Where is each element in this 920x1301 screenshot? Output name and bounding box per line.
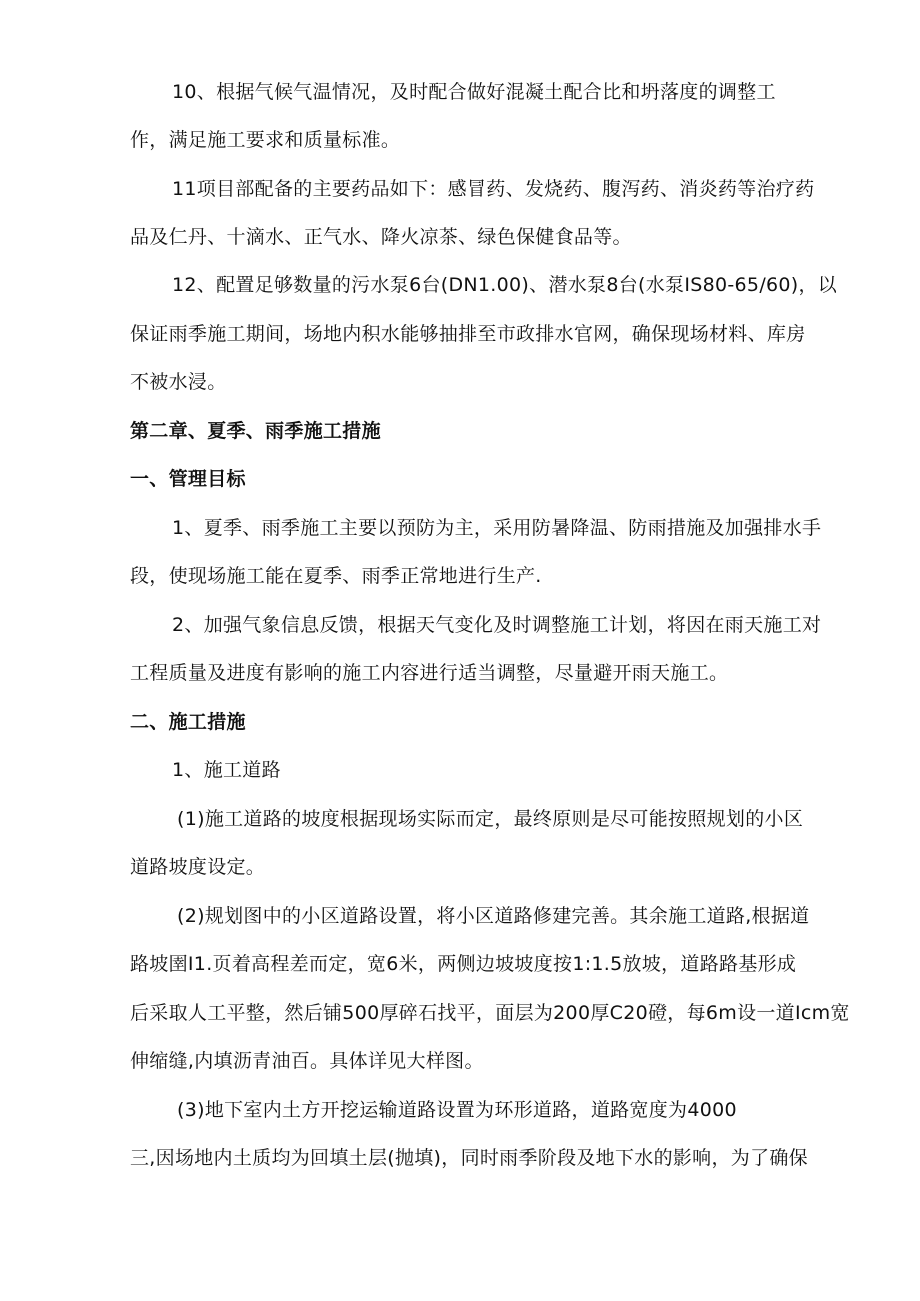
subsection-construction-roads: 1、施工道路 bbox=[172, 759, 281, 781]
goal-2-line-2: 工程质量及进度有影响的施工内容进行适当调整，尽量避开雨天施工。 bbox=[130, 662, 729, 684]
paragraph-12-line-1: 12、配置足够数量的污水泵6台(DN1.00)、潜水泵8台(水泵IS80-65/60)，以 bbox=[172, 274, 838, 296]
goal-1-line-1: 1、夏季、雨季施工主要以预防为主，采用防暑降温、防雨措施及加强排水手 bbox=[172, 517, 822, 539]
paragraph-12-line-2: 保证雨季施工期间，场地内积水能够抽排至市政排水官网，确保现场材料、库房 bbox=[130, 323, 806, 345]
item-2-line-3: 后采取人工平整，然后铺500厚碎石找平，面层为200厚C20磴，每6m设一道Icm宽 bbox=[130, 1002, 850, 1024]
paragraph-11-line-1: 11项目部配备的主要药品如下：感冒药、发烧药、腹泻药、消炎药等治疗药 bbox=[172, 178, 815, 200]
item-2-line-2: 路坡圉I1.页着高程差而定，宽6米，两侧边坡坡度按1:1.5放坡，道路路基形成 bbox=[130, 953, 797, 975]
item-3-line-2: 三,因场地内土质均为回填土层(抛填)，同时雨季阶段及地下水的影响，为了确保 bbox=[130, 1147, 808, 1169]
paragraph-12-line-3: 不被水浸。 bbox=[130, 371, 227, 393]
item-1-line-2: 道路坡度设定。 bbox=[130, 856, 266, 878]
item-2-line-4: 伸缩缝,内填沥青油百。具体详见大样图。 bbox=[130, 1050, 484, 1072]
item-1-line-1: (1)施工道路的坡度根据现场实际而定，最终原则是尽可能按照规划的小区 bbox=[177, 808, 804, 830]
section-heading-management-goals: 一、管理目标 bbox=[130, 468, 246, 490]
goal-2-line-1: 2、加强气象信息反馈，根据天气变化及时调整施工计划，将因在雨天施工对 bbox=[172, 614, 822, 636]
item-2-line-1: (2)规划图中的小区道路设置，将小区道路修建完善。其余施工道路,根据道 bbox=[177, 905, 810, 927]
chapter-heading: 第二章、夏季、雨季施工措施 bbox=[130, 420, 381, 442]
section-heading-construction-measures: 二、施工措施 bbox=[130, 711, 246, 733]
paragraph-11-line-2: 品及仁丹、十滴水、正气水、降火凉茶、绿色保健食品等。 bbox=[130, 226, 632, 248]
paragraph-10-line-2: 作，满足施工要求和质量标准。 bbox=[130, 129, 401, 151]
item-3-line-1: (3)地下室内土方开挖运输道路设置为环形道路，道路宽度为4000 bbox=[177, 1099, 737, 1121]
paragraph-10-line-1: 10、根据气候气温情况，及时配合做好混凝土配合比和坍落度的调整工 bbox=[172, 81, 776, 103]
goal-1-line-2: 段，使现场施工能在夏季、雨季正常地进行生产. bbox=[130, 565, 542, 587]
